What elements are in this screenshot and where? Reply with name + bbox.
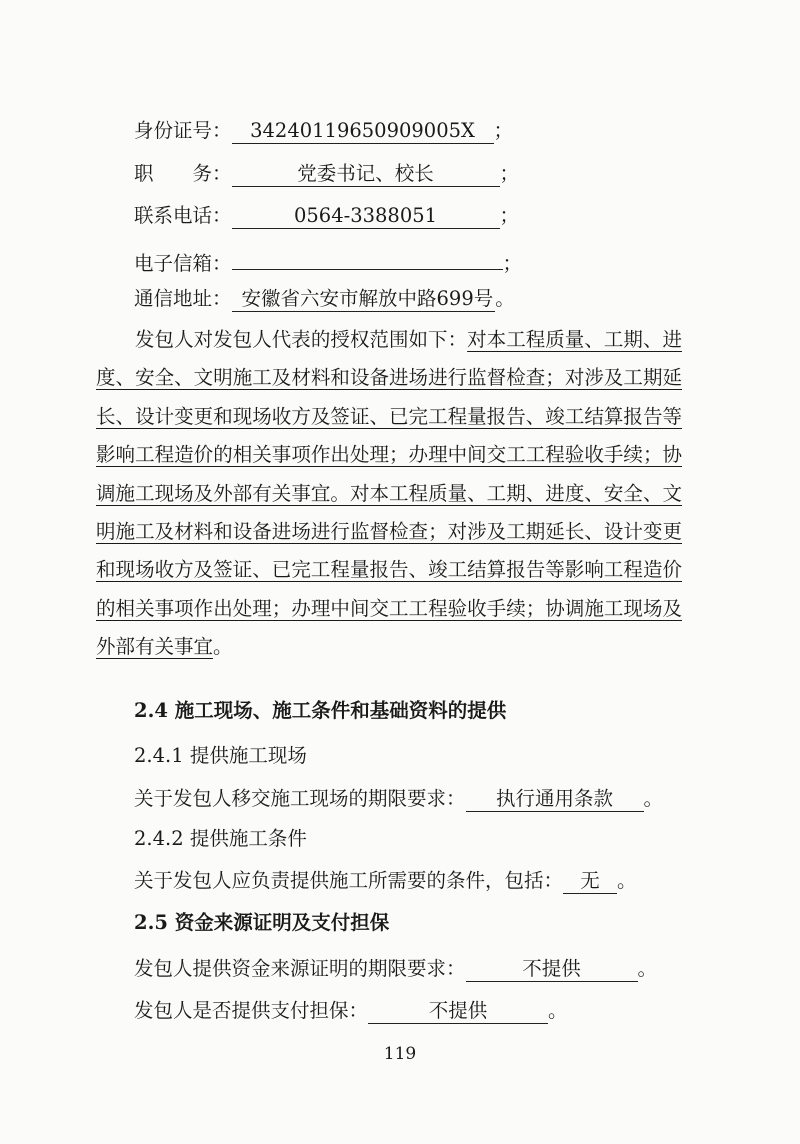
handover-deadline-end: 。 — [643, 787, 664, 810]
address-row — [134, 286, 515, 312]
payment-guarantee-end: 。 — [548, 999, 568, 1022]
email-end: ； — [502, 252, 523, 275]
funding-proof-end: 。 — [637, 957, 658, 980]
position-value: 党委书记、校长 — [232, 162, 500, 187]
section-2-5-heading: 2.5 资金来源证明及支付担保 — [134, 911, 390, 934]
payment-guarantee-label: 发包人是否提供支付担保： — [134, 999, 369, 1022]
phone-end: ； — [499, 204, 520, 227]
address-end: 。 — [495, 287, 515, 310]
email-label: 电子信箱： — [134, 252, 232, 275]
payment-guarantee-value: 不提供 — [368, 999, 548, 1024]
funding-proof-value: 不提供 — [466, 957, 638, 982]
handover-deadline-value: 执行通用条款 — [466, 787, 644, 812]
email-row — [134, 245, 522, 277]
address-label: 通信地址： — [134, 287, 232, 310]
phone-value: 0564-3388051 — [232, 204, 500, 229]
conditions-row — [134, 868, 637, 894]
phone-row — [134, 203, 519, 229]
id-number-end: ； — [493, 119, 514, 142]
id-number-value: 34240119650909005X — [232, 119, 494, 144]
section-2-4-heading: 2.4 施工现场、施工条件和基础资料的提供 — [134, 699, 507, 722]
authorization-scope-paragraph — [96, 321, 682, 667]
payment-guarantee-row — [134, 998, 568, 1024]
conditions-end: 。 — [617, 869, 637, 892]
position-label: 职 务： — [134, 162, 232, 185]
id-number-row — [134, 118, 513, 144]
section-2-4-1-heading: 2.4.1 提供施工现场 — [134, 744, 307, 767]
authorization-scope-lead: 发包人对发包人代表的授权范围如下： — [135, 328, 468, 351]
handover-deadline-label: 关于发包人移交施工现场的期限要求： — [134, 787, 466, 810]
funding-proof-row — [134, 956, 657, 982]
funding-proof-label: 发包人提供资金来源证明的期限要求： — [134, 957, 466, 980]
page-number: 119 — [383, 1044, 417, 1064]
conditions-label: 关于发包人应负责提供施工所需要的条件，包括： — [134, 869, 564, 892]
authorization-scope-end: 。 — [213, 635, 233, 659]
position-row — [134, 161, 519, 187]
email-value — [232, 245, 503, 270]
handover-deadline-row — [134, 786, 663, 812]
section-2-4-2-heading: 2.4.2 提供施工条件 — [134, 827, 307, 850]
authorization-scope-text: 对本工程质量、工期、进度、安全、文明施工及材料和设备进场进行监督检查；对涉及工期延长、设计变更和现场收方及签证、已完工程量报告、竣工结算报告等影响工程造价的相关事项作出处理；办理中间交工工程验收手续；协调施工现场及外部有关事宜。对本工程质量、工期、进度、安全、文明施工及材料和设备进场进行监督检查；对涉及工期延长、设计变更和现场收方及签证、已完工程量报告、竣工结算报告等影响工程造价的相关事项作出处理；办理中间交工工程验收手续；协调施工现场及外部有关事宜 — [96, 328, 682, 659]
id-number-label: 身份证号： — [134, 119, 232, 142]
position-end: ； — [499, 162, 520, 185]
phone-label: 联系电话： — [134, 204, 232, 227]
conditions-value: 无 — [563, 869, 617, 894]
address-value: 安徽省六安市解放中路699号 — [232, 287, 496, 312]
